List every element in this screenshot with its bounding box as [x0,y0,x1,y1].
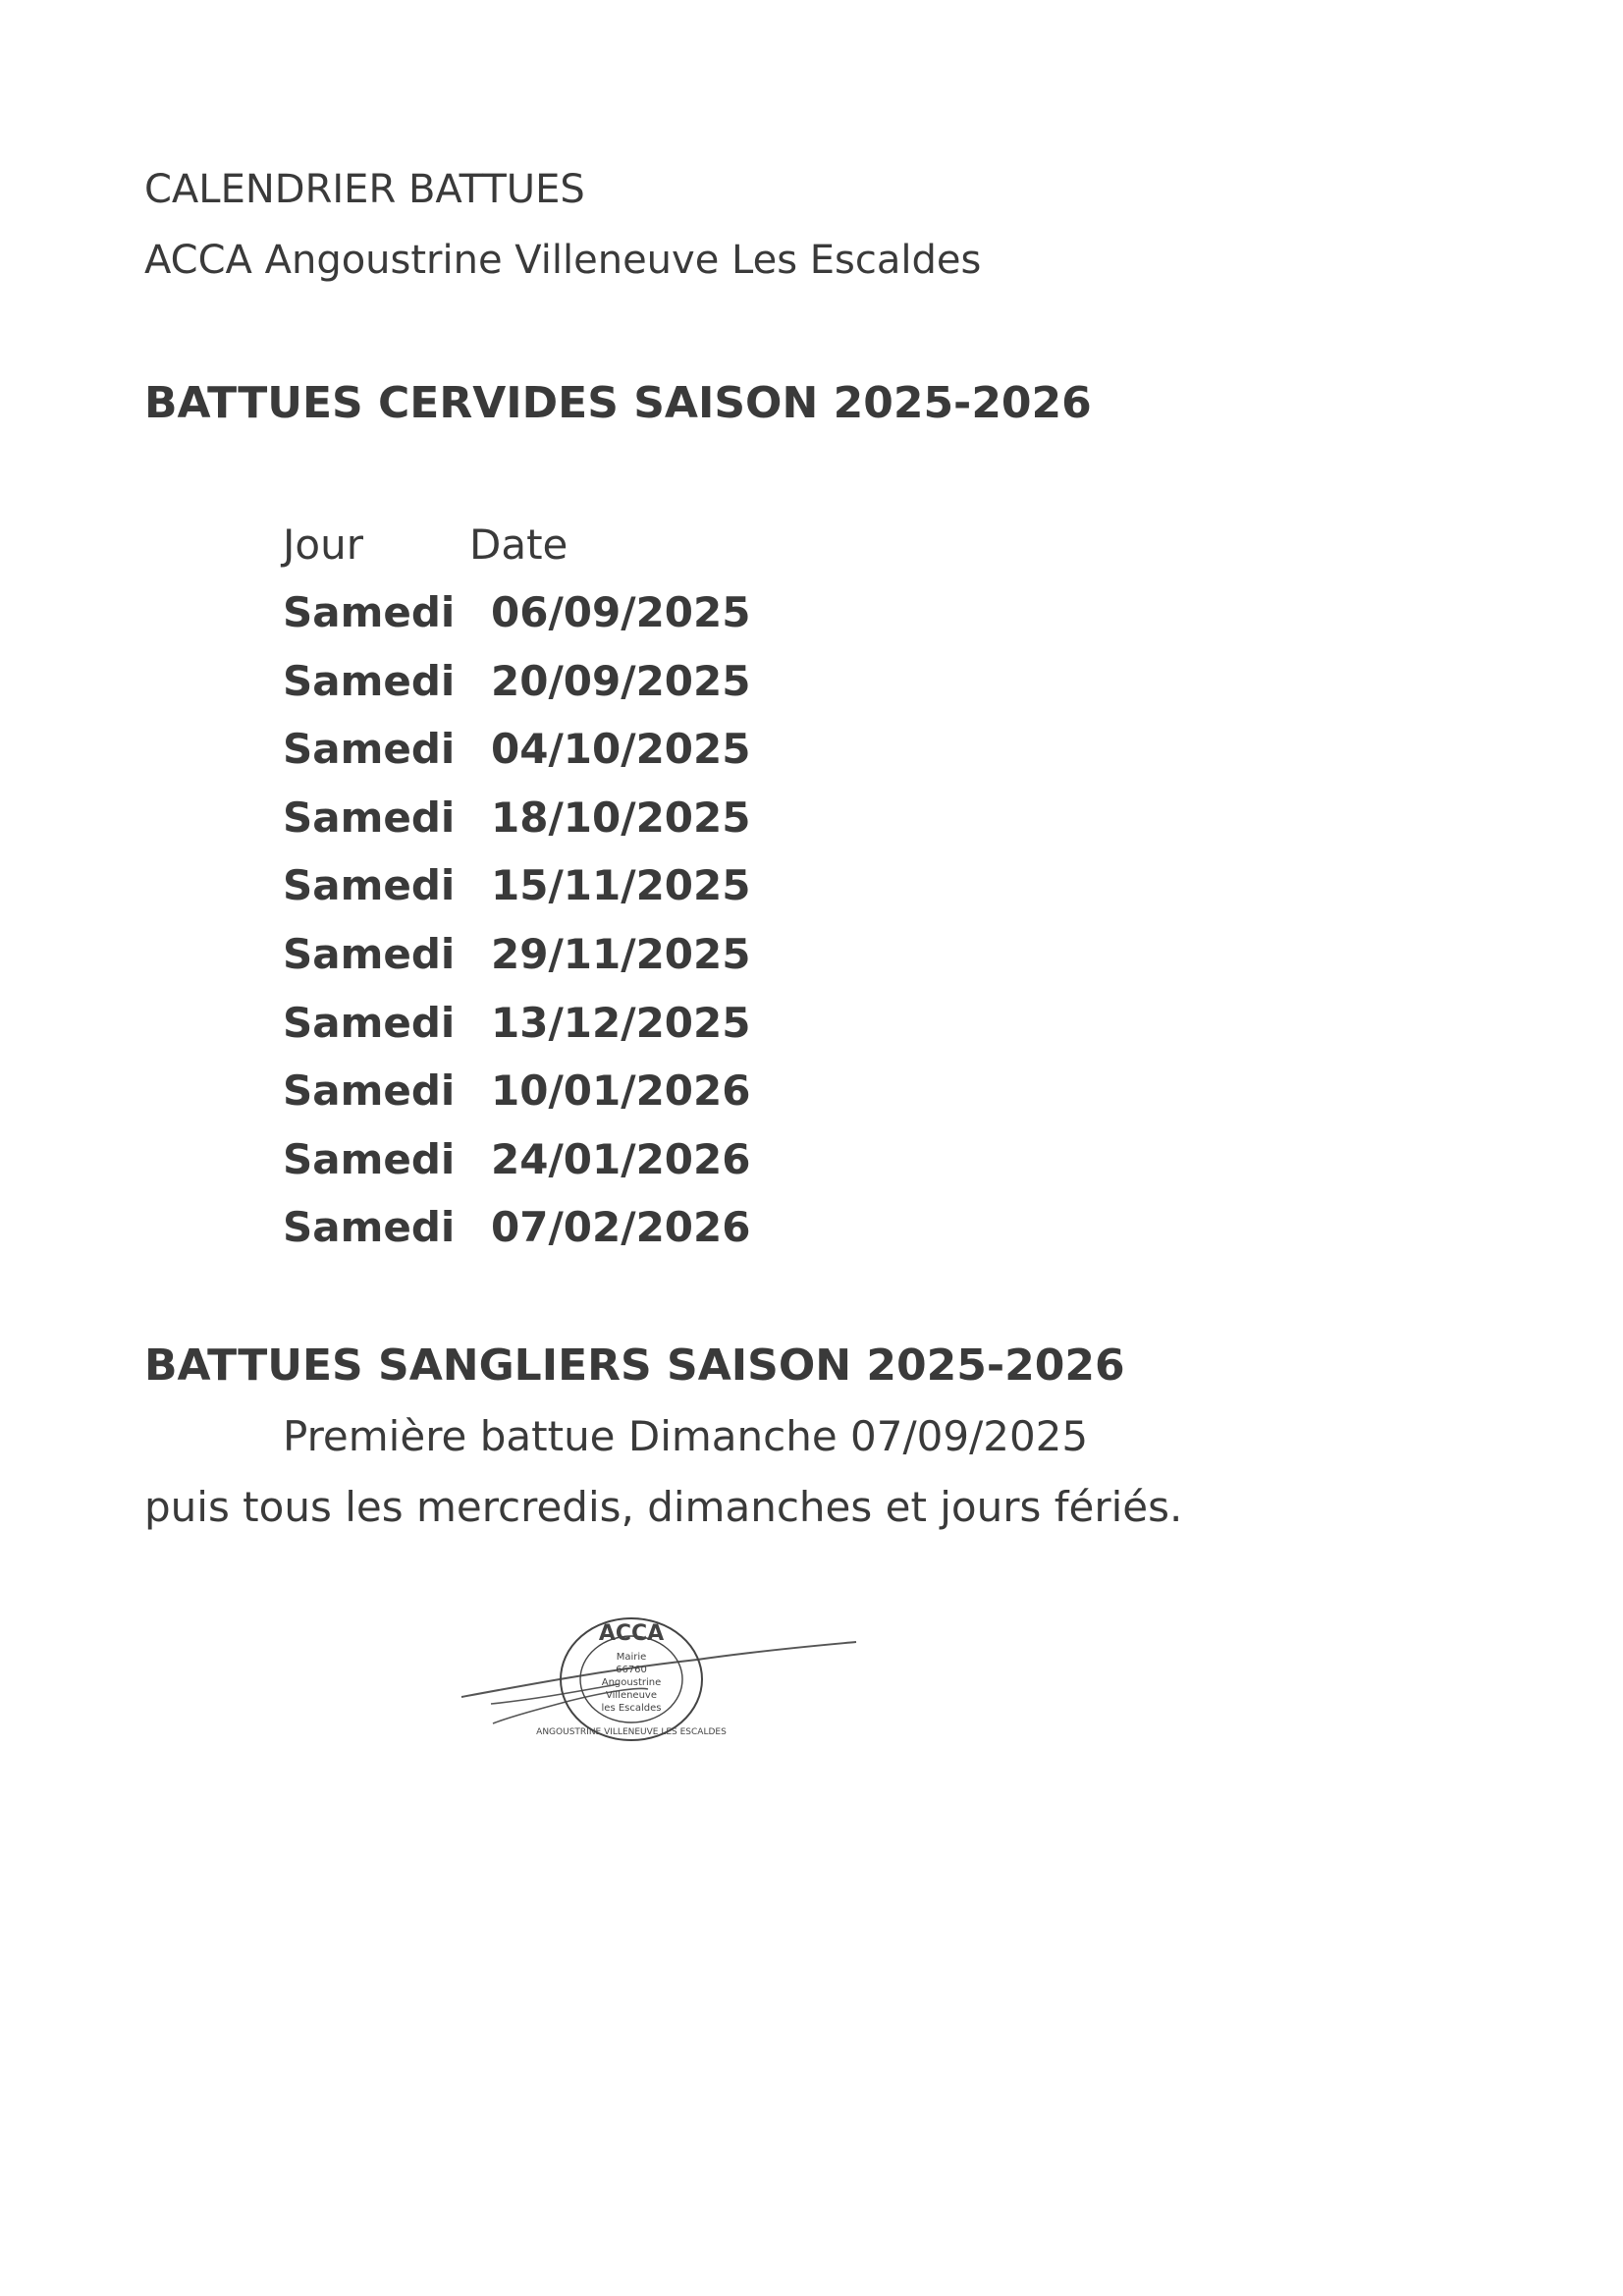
cell-date: 10/01/2026 [491,1066,751,1116]
svg-text:Angoustrine: Angoustrine [601,1677,662,1688]
cell-jour: Samedi [283,998,456,1047]
svg-text:les Escaldes: les Escaldes [601,1703,662,1714]
stamp-seal-icon [452,1591,864,1768]
cell-jour: Samedi [283,656,456,705]
sangliers-schedule: puis tous les mercredis, dimanches et jours fériés. [144,1483,1183,1531]
column-header-jour: Jour [283,520,363,569]
organization-name: ACCA Angoustrine Villeneuve Les Escaldes [144,238,982,283]
cell-jour: Samedi [283,1134,456,1183]
cell-date: 13/12/2025 [491,998,751,1047]
cell-date: 06/09/2025 [491,588,751,636]
cell-date: 07/02/2026 [491,1203,751,1252]
svg-text:Villeneuve: Villeneuve [605,1690,658,1701]
acca-stamp-signature [452,1591,864,1772]
cell-date: 18/10/2025 [491,793,751,842]
cell-date: 20/09/2025 [491,656,751,705]
svg-text:Mairie: Mairie [616,1652,647,1663]
cell-date: 29/11/2025 [491,929,751,978]
svg-text:ANGOUSTRINE VILLENEUVE LES ESC: ANGOUSTRINE VILLENEUVE LES ESCALDES [536,1727,727,1737]
cell-jour: Samedi [283,861,456,910]
sangliers-heading: BATTUES SANGLIERS SAISON 2025-2026 [144,1340,1125,1391]
cell-jour: Samedi [283,1203,456,1252]
cell-jour: Samedi [283,725,456,774]
cell-jour: Samedi [283,793,456,842]
svg-text:ACCA: ACCA [598,1621,665,1646]
cell-jour: Samedi [283,1066,456,1116]
document-title: CALENDRIER BATTUES [144,167,585,212]
cell-jour: Samedi [283,588,456,636]
svg-text:66760: 66760 [616,1665,647,1675]
cell-jour: Samedi [283,929,456,978]
cervides-heading: BATTUES CERVIDES SAISON 2025-2026 [144,378,1092,428]
cell-date: 24/01/2026 [491,1134,751,1183]
column-header-date: Date [469,520,568,569]
sangliers-first-battue: Première battue Dimanche 07/09/2025 [283,1412,1089,1460]
cell-date: 15/11/2025 [491,861,751,910]
cell-date: 04/10/2025 [491,725,751,774]
